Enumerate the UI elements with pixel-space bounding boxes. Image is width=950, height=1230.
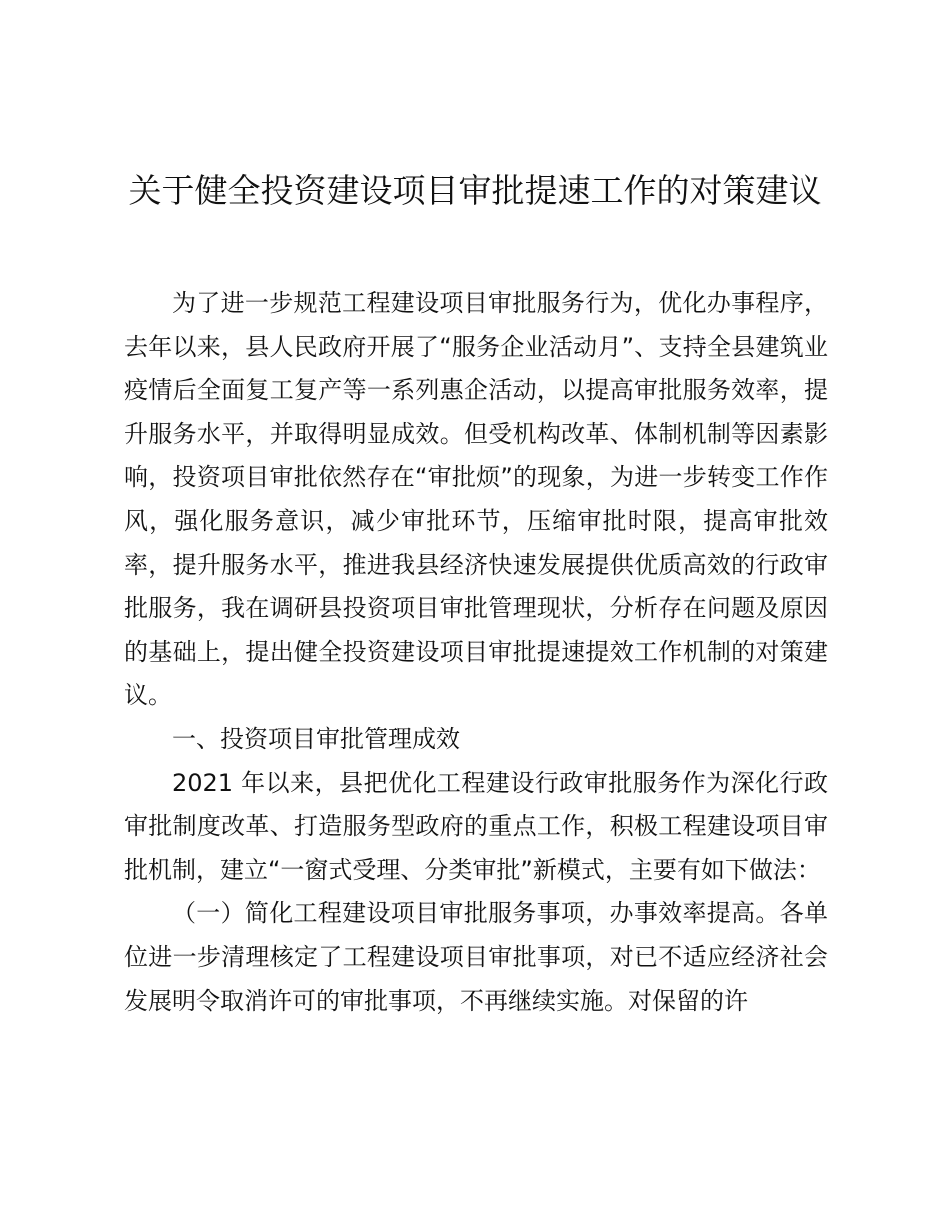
section-heading-1: 一、投资项目审批管理成效 xyxy=(172,724,460,753)
paragraph-subsection-1: （一）简化工程建设项目审批服务事项，办事效率提高。各单位进一步清理核定了工程建设项目审批事项，对已不适应经济社会发展明令取消许可的审批事项，不再继续实施。对保留的许 xyxy=(124,899,828,1015)
paragraph-section-1: 2021 年以来，县把优化工程建设行政审批服务作为深化行政审批制度改革、打造服务型政府的重点工作，积极工程建设项目审批机制，建立“一窗式受理、分类审批”新模式，主要有如下做法： xyxy=(124,768,828,884)
document-body xyxy=(124,282,828,1023)
paragraph-intro: 为了进一步规范工程建设项目审批服务行为，优化办事程序，去年以来，县人民政府开展了“服务企业活动月”、支持全县建筑业疫情后全面复工复产等一系列惠企活动，以提高审批服务效率，提升服务水平，并取得明显成效。但受机构改革、体制机制等因素影响，投资项目审批依然存在“审批烦”的现象，为进一步转变工作作风，强化服务意识，减少审批环节，压缩审批时限，提高审批效率，提升服务水平，推进我县经济快速发展提供优质高效的行政审批服务，我在调研县投资项目审批管理现状，分析存在问题及原因的基础上，提出健全投资建设项目审批提速提效工作机制的对策建议。 xyxy=(124,289,828,710)
document-title: 关于健全投资建设项目审批提速工作的对策建议 xyxy=(128,171,822,210)
